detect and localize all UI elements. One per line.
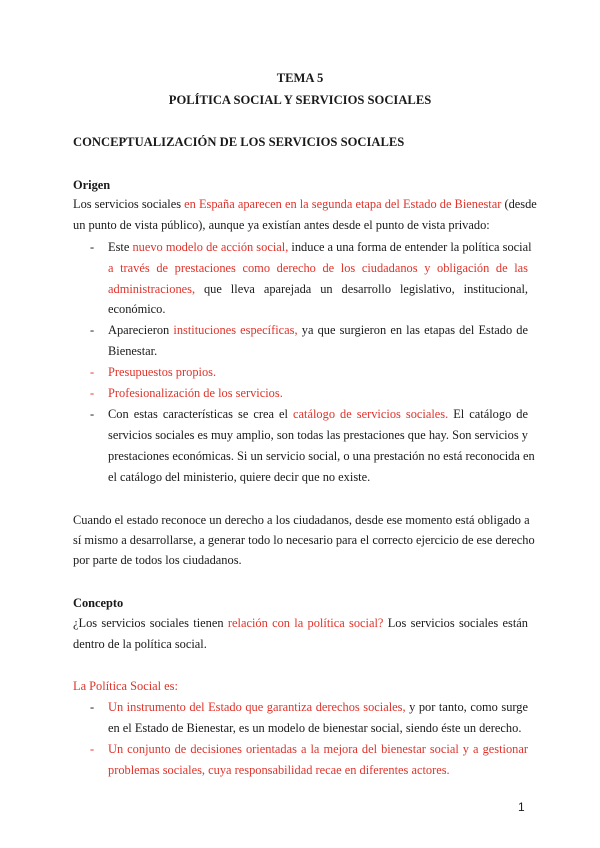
origen-item5-line4: el catálogo del ministerio, quiere decir que no existe. xyxy=(108,470,371,484)
origen-item1-line3: administraciones, que lleva aparejada un desarrollo legislativo, institucional, xyxy=(108,282,528,296)
concepto-item1-line1: Un instrumento del Estado que garantiza derechos sociales, y por tanto, como surge xyxy=(108,700,528,714)
concepto-item2-line1: Un conjunto de decisiones orientadas a la mejora del bienestar social y a gestionar xyxy=(108,742,528,756)
origen-item1-line2: a través de prestaciones como derecho de los ciudadanos y obligación de las xyxy=(108,261,528,275)
concepto-line1: ¿Los servicios sociales tienen relación con la política social? Los servicios sociales están xyxy=(73,616,528,630)
origen-item3: Presupuestos propios. xyxy=(108,365,217,379)
section-title: CONCEPTUALIZACIÓN DE LOS SERVICIOS SOCIALES xyxy=(73,135,405,149)
politica-social-label: La Política Social es: xyxy=(73,679,178,693)
origen-item4: Profesionalización de los servicios. xyxy=(108,386,283,400)
list-dash: - xyxy=(90,386,95,400)
list-dash: - xyxy=(90,407,95,421)
origen-item1-line1: Este nuevo modelo de acción social, induce a una forma de entender la política social xyxy=(108,240,532,254)
concepto-item2-line2: problemas sociales, cuya responsabilidad recae en diferentes actores. xyxy=(108,763,450,777)
list-dash: - xyxy=(90,700,95,714)
concepto-heading: Concepto xyxy=(73,596,124,610)
page-number: 1 xyxy=(518,800,525,814)
origen-intro-line1: Los servicios sociales en España aparecen en la segunda etapa del Estado de Bienestar (desde xyxy=(73,197,537,211)
origen-intro-line2: un punto de vista público), aunque ya existían antes desde el punto de vista privado: xyxy=(73,218,490,232)
origen-heading: Origen xyxy=(73,178,111,192)
concepto-item1-line2: en el Estado de Bienestar, es un modelo de bienestar social, siendo éste un derecho. xyxy=(108,721,522,735)
origen-item5-line1: Con estas características se crea el catálogo de servicios sociales. El catálogo de xyxy=(108,407,528,421)
page-subtitle: POLÍTICA SOCIAL Y SERVICIOS SOCIALES xyxy=(168,93,432,107)
tema-title: TEMA 5 xyxy=(276,71,324,85)
list-dash: - xyxy=(90,240,95,254)
concepto-line2: dentro de la política social. xyxy=(73,637,207,651)
paragraph-line2: sí mismo a desarrollarse, a generar todo lo necesario para el correcto ejercicio de ese derecho xyxy=(73,533,535,547)
list-dash: - xyxy=(90,365,95,379)
origen-item5-line3: prestaciones económicas. Si un servicio social, o una prestación no está reconocida en xyxy=(108,449,535,463)
paragraph-line1: Cuando el estado reconoce un derecho a los ciudadanos, desde ese momento está obligado a xyxy=(73,513,530,527)
paragraph-line3: por parte de todos los ciudadanos. xyxy=(73,553,242,567)
origen-item1-line4: económico. xyxy=(108,302,166,316)
origen-item2-line1: Aparecieron instituciones específicas, ya que surgieron en las etapas del Estado de xyxy=(108,323,529,337)
list-dash: - xyxy=(90,323,95,337)
origen-item5-line2: servicios sociales es muy amplio, son todas las prestaciones que hay. Son servicios y xyxy=(108,428,528,442)
list-dash: - xyxy=(90,742,95,756)
origen-item2-line2: Bienestar. xyxy=(108,344,158,358)
